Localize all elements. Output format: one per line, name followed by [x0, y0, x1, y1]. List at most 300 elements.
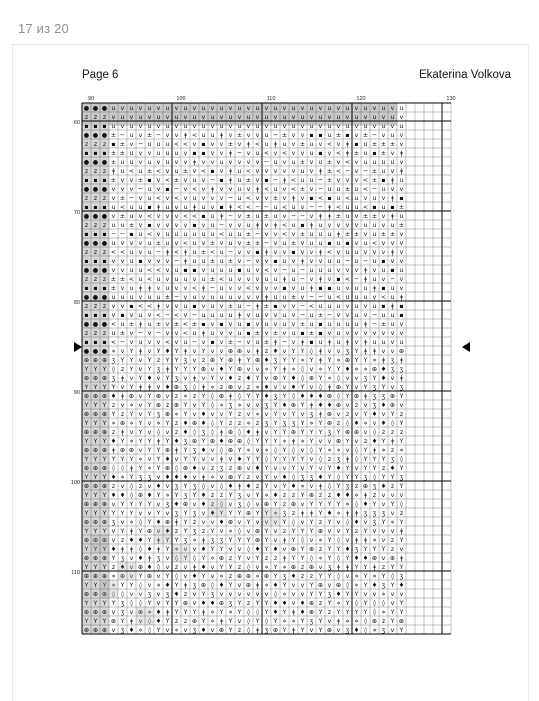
stitch-symbol: ⋄ — [255, 411, 260, 419]
stitch-symbol: v — [255, 267, 260, 275]
stitch-symbol: ǂ — [193, 159, 196, 167]
stitch-symbol: v — [192, 105, 197, 113]
stitch-symbol: < — [155, 267, 162, 275]
stitch-symbol: v — [210, 204, 215, 212]
stitch-symbol: Y — [363, 564, 368, 572]
stitch-symbol: ǂ — [346, 510, 349, 518]
stitch-symbol: ⋄ — [210, 555, 215, 563]
stitch-symbol: ± — [371, 213, 378, 221]
stitch-symbol: Y — [120, 438, 125, 446]
stitch-symbol: u — [129, 258, 134, 266]
stitch-symbol: ⋄ — [318, 366, 323, 374]
stitch-symbol: v — [237, 141, 242, 149]
stitch-symbol: ± — [110, 285, 117, 293]
stitch-symbol: Y — [102, 510, 107, 518]
stitch-symbol: z — [138, 483, 143, 491]
stitch-symbol: ─ — [255, 231, 260, 239]
stitch-symbol: ⊕ — [137, 609, 144, 617]
stitch-symbol: v — [354, 240, 359, 248]
stitch-symbol: v — [300, 132, 305, 140]
stitch-symbol: ● — [83, 132, 90, 140]
stitch-symbol: ⋄ — [237, 402, 242, 410]
stitch-symbol: ʒ — [183, 438, 188, 446]
stitch-symbol: v — [219, 141, 224, 149]
stitch-symbol: ǂ — [139, 384, 142, 392]
stitch-symbol: Y — [201, 591, 206, 599]
stitch-symbol: z — [381, 429, 386, 437]
stitch-symbol: u — [138, 114, 143, 122]
stitch-symbol: v — [219, 240, 224, 248]
stitch-symbol: u — [174, 150, 179, 158]
stitch-symbol: v — [291, 339, 296, 347]
stitch-symbol: ◊ — [399, 456, 404, 464]
stitch-symbol: Y — [282, 519, 287, 527]
stitch-symbol: Y — [156, 510, 161, 518]
stitch-symbol: v — [264, 330, 269, 338]
stitch-symbol: Y — [129, 582, 134, 590]
stitch-symbol: ʒ — [174, 483, 179, 491]
stitch-symbol: v — [237, 240, 242, 248]
stitch-symbol: v — [264, 123, 269, 131]
stitch-symbol: ▪ — [372, 150, 377, 158]
stitch-symbol: ◊ — [318, 384, 323, 392]
stitch-symbol: ◊ — [192, 555, 197, 563]
stitch-symbol: ⋄ — [381, 447, 386, 455]
stitch-symbol: v — [354, 330, 359, 338]
stitch-symbol: ʒ — [291, 420, 296, 428]
stitch-symbol: v — [390, 384, 395, 392]
stitch-symbol: v — [300, 150, 305, 158]
stitch-symbol: v — [399, 114, 404, 122]
stitch-symbol: Y — [120, 357, 125, 365]
stitch-symbol: Y — [345, 609, 350, 617]
stitch-symbol: ◊ — [147, 627, 152, 635]
stitch-symbol: u — [381, 123, 386, 131]
stitch-symbol: Y — [93, 600, 98, 608]
stitch-symbol: ▪ — [201, 141, 206, 149]
stitch-symbol: ♦ — [209, 510, 216, 518]
stitch-symbol: ♦ — [191, 573, 198, 581]
stitch-symbol: ʒ — [138, 474, 143, 482]
stitch-symbol: u — [201, 276, 206, 284]
stitch-symbol: Y — [156, 348, 161, 356]
stitch-symbol: ʒ — [192, 627, 197, 635]
stitch-symbol: z — [84, 195, 89, 203]
stitch-symbol: Y — [102, 366, 107, 374]
stitch-symbol: v — [201, 456, 206, 464]
stitch-symbol: v — [381, 528, 386, 536]
stitch-symbol: < — [164, 177, 171, 185]
stitch-symbol: u — [255, 339, 260, 347]
stitch-symbol: Y — [228, 582, 233, 590]
stitch-symbol: ◊ — [255, 609, 260, 617]
stitch-symbol: v — [345, 573, 350, 581]
stitch-symbol: ʒ — [345, 627, 350, 635]
stitch-symbol: ⋄ — [219, 573, 224, 581]
stitch-symbol: u — [300, 168, 305, 176]
stitch-symbol: u — [327, 123, 332, 131]
stitch-symbol: ⊕ — [335, 384, 342, 392]
stitch-symbol: v — [246, 465, 251, 473]
stitch-symbol: v — [210, 564, 215, 572]
stitch-symbol: z — [192, 519, 197, 527]
stitch-symbol: v — [336, 348, 341, 356]
stitch-symbol: u — [273, 159, 278, 167]
stitch-symbol: ǂ — [346, 141, 349, 149]
stitch-symbol: u — [228, 231, 233, 239]
stitch-symbol: z — [264, 348, 269, 356]
stitch-symbol: u — [111, 294, 116, 302]
stitch-symbol: Y — [228, 411, 233, 419]
stitch-symbol: < — [317, 195, 324, 203]
stitch-symbol: u — [228, 267, 233, 275]
stitch-symbol: u — [318, 159, 323, 167]
stitch-symbol: z — [102, 141, 107, 149]
stitch-symbol: u — [273, 213, 278, 221]
stitch-symbol: < — [182, 213, 189, 221]
stitch-symbol: Y — [93, 492, 98, 500]
stitch-symbol: Y — [183, 555, 188, 563]
stitch-symbol: ─ — [300, 312, 305, 320]
stitch-symbol: u — [309, 267, 314, 275]
stitch-symbol: Y — [399, 420, 404, 428]
stitch-symbol: ǂ — [238, 483, 241, 491]
stitch-symbol: u — [399, 267, 404, 275]
stitch-symbol: u — [291, 222, 296, 230]
stitch-symbol: u — [282, 240, 287, 248]
stitch-symbol: < — [182, 321, 189, 329]
stitch-symbol: ⊕ — [389, 393, 396, 401]
stitch-symbol: ⊕ — [146, 528, 153, 536]
stitch-symbol: ⊕ — [92, 465, 99, 473]
stitch-symbol: ─ — [309, 204, 314, 212]
stitch-symbol: ǂ — [193, 564, 196, 572]
stitch-symbol: Y — [174, 609, 179, 617]
stitch-symbol: z — [93, 303, 98, 311]
stitch-symbol: ± — [137, 177, 144, 185]
stitch-symbol: u — [300, 285, 305, 293]
stitch-symbol: u — [282, 321, 287, 329]
stitch-symbol: Y — [201, 438, 206, 446]
stitch-symbol: ⊕ — [227, 348, 234, 356]
stitch-symbol: Y — [273, 420, 278, 428]
stitch-symbol: ǂ — [400, 528, 403, 536]
stitch-symbol: ǂ — [220, 456, 223, 464]
stitch-symbol: ǂ — [256, 627, 259, 635]
stitch-symbol: v — [399, 159, 404, 167]
stitch-symbol: z — [255, 420, 260, 428]
stitch-symbol: u — [336, 240, 341, 248]
stitch-symbol: v — [129, 330, 134, 338]
stitch-symbol: ʒ — [327, 429, 332, 437]
stitch-symbol: ▪ — [192, 222, 197, 230]
stitch-symbol: ǂ — [202, 609, 205, 617]
stitch-symbol: ▪ — [309, 132, 314, 140]
stitch-symbol: Y — [147, 600, 152, 608]
stitch-symbol: Y — [237, 474, 242, 482]
stitch-symbol: ▪ — [192, 303, 197, 311]
stitch-symbol: ǂ — [391, 177, 394, 185]
stitch-symbol: ⋄ — [282, 618, 287, 626]
stitch-symbol: u — [192, 195, 197, 203]
stitch-symbol: Y — [291, 411, 296, 419]
stitch-symbol: v — [282, 384, 287, 392]
stitch-symbol: ▪ — [93, 339, 98, 347]
stitch-symbol: v — [210, 123, 215, 131]
stitch-symbol: ⋄ — [291, 618, 296, 626]
stitch-symbol: ⋄ — [228, 609, 233, 617]
stitch-symbol: Y — [327, 546, 332, 554]
stitch-symbol: ǂ — [193, 204, 196, 212]
stitch-symbol: ▪ — [102, 150, 107, 158]
stitch-symbol: v — [156, 339, 161, 347]
stitch-symbol: v — [219, 348, 224, 356]
stitch-symbol: ʒ — [120, 600, 125, 608]
stitch-symbol: ǂ — [364, 321, 367, 329]
stitch-symbol: v — [345, 303, 350, 311]
stitch-symbol: u — [399, 177, 404, 185]
stitch-symbol: z — [93, 168, 98, 176]
stitch-symbol: v — [156, 213, 161, 221]
stitch-symbol: v — [264, 375, 269, 383]
stitch-symbol: z — [390, 537, 395, 545]
stitch-symbol: v — [255, 564, 260, 572]
stitch-symbol: Y — [318, 429, 323, 437]
stitch-symbol: Y — [84, 546, 89, 554]
stitch-symbol: ◊ — [237, 429, 242, 437]
stitch-symbol: u — [210, 294, 215, 302]
stitch-symbol: ⊕ — [83, 411, 90, 419]
stitch-symbol: Y — [102, 384, 107, 392]
stitch-symbol: ▪ — [93, 312, 98, 320]
stitch-symbol: Y — [336, 366, 341, 374]
stitch-symbol: ─ — [282, 267, 287, 275]
stitch-symbol: v — [372, 267, 377, 275]
stitch-symbol: v — [156, 600, 161, 608]
stitch-symbol: ⋄ — [282, 564, 287, 572]
stitch-symbol: u — [246, 267, 251, 275]
stitch-symbol: u — [390, 321, 395, 329]
stitch-symbol: u — [138, 231, 143, 239]
stitch-symbol: v — [354, 177, 359, 185]
stitch-symbol: z — [354, 402, 359, 410]
stitch-symbol: ◊ — [309, 447, 314, 455]
stitch-symbol: ⊕ — [83, 357, 90, 365]
stitch-symbol: ⊕ — [92, 519, 99, 527]
stitch-symbol: ǂ — [391, 303, 394, 311]
stitch-symbol: v — [336, 627, 341, 635]
stitch-symbol: ǂ — [391, 195, 394, 203]
stitch-symbol: ◊ — [363, 627, 368, 635]
stitch-symbol: ʒ — [372, 510, 377, 518]
stitch-symbol: ─ — [192, 339, 197, 347]
stitch-symbol: Y — [372, 465, 377, 473]
stitch-symbol: u — [237, 186, 242, 194]
stitch-symbol: u — [201, 312, 206, 320]
stitch-symbol: ♦ — [371, 582, 378, 590]
stitch-symbol: Y — [381, 438, 386, 446]
stitch-symbol: < — [326, 249, 333, 257]
stitch-symbol: < — [281, 204, 288, 212]
stitch-symbol: ǂ — [346, 564, 349, 572]
stitch-symbol: v — [138, 294, 143, 302]
stitch-symbol: Y — [129, 411, 134, 419]
stitch-symbol: ǂ — [373, 564, 376, 572]
stitch-symbol: Y — [264, 537, 269, 545]
stitch-symbol: Y — [399, 627, 404, 635]
stitch-symbol: ♦ — [200, 546, 207, 554]
stitch-symbol: < — [218, 231, 225, 239]
stitch-symbol: ʒ — [192, 582, 197, 590]
stitch-symbol: ▪ — [102, 312, 107, 320]
stitch-symbol: ♦ — [344, 366, 351, 374]
stitch-symbol: ⊕ — [209, 357, 216, 365]
stitch-symbol: v — [201, 303, 206, 311]
stitch-symbol: z — [102, 222, 107, 230]
stitch-symbol: u — [336, 303, 341, 311]
stitch-symbol: u — [147, 186, 152, 194]
stitch-symbol: Y — [390, 501, 395, 509]
stitch-symbol: ± — [380, 150, 387, 158]
stitch-symbol: ǂ — [157, 204, 160, 212]
stitch-symbol: ǂ — [292, 609, 295, 617]
stitch-symbol: ▪ — [129, 231, 134, 239]
stitch-symbol: ◊ — [390, 573, 395, 581]
stitch-symbol: ♦ — [155, 609, 162, 617]
stitch-symbol: ⊕ — [236, 366, 243, 374]
stitch-symbol: Y — [264, 600, 269, 608]
stitch-symbol: ● — [92, 105, 99, 113]
stitch-symbol: ◊ — [237, 393, 242, 401]
stitch-symbol: ⊕ — [218, 627, 225, 635]
stitch-symbol: z — [174, 528, 179, 536]
stitch-symbol: ⊕ — [371, 618, 378, 626]
stitch-symbol: Y — [390, 582, 395, 590]
stitch-symbol: v — [291, 150, 296, 158]
stitch-symbol: ♦ — [371, 438, 378, 446]
stitch-symbol: ◊ — [138, 600, 143, 608]
stitch-symbol: Y — [102, 600, 107, 608]
stitch-symbol: v — [165, 483, 170, 491]
stitch-symbol: u — [336, 339, 341, 347]
stitch-symbol: ◊ — [219, 447, 224, 455]
stitch-symbol: ⋄ — [327, 447, 332, 455]
stitch-symbol: ʒ — [183, 492, 188, 500]
stitch-symbol: ─ — [129, 195, 134, 203]
stitch-symbol: v — [120, 177, 125, 185]
stitch-symbol: ▪ — [201, 213, 206, 221]
stitch-symbol: v — [300, 249, 305, 257]
stitch-symbol: < — [119, 249, 126, 257]
stitch-symbol: ⋄ — [129, 438, 134, 446]
stitch-symbol: Y — [309, 465, 314, 473]
stitch-symbol: v — [156, 258, 161, 266]
stitch-symbol: Y — [147, 537, 152, 545]
stitch-symbol: v — [138, 150, 143, 158]
stitch-symbol: ʒ — [228, 402, 233, 410]
stitch-symbol: ⋄ — [210, 474, 215, 482]
stitch-symbol: ⋄ — [111, 420, 116, 428]
stitch-symbol: ⋄ — [255, 384, 260, 392]
stitch-symbol: Y — [93, 474, 98, 482]
stitch-symbol: v — [210, 195, 215, 203]
stitch-symbol: ǂ — [184, 249, 187, 257]
stitch-symbol: v — [255, 591, 260, 599]
stitch-symbol: Y — [84, 582, 89, 590]
stitch-symbol: < — [263, 150, 270, 158]
stitch-symbol: u — [390, 132, 395, 140]
stitch-symbol: ─ — [309, 294, 314, 302]
stitch-symbol: v — [336, 123, 341, 131]
stitch-symbol: v — [219, 411, 224, 419]
stitch-symbol: Y — [345, 474, 350, 482]
stitch-symbol: ♦ — [119, 492, 126, 500]
stitch-symbol: v — [138, 105, 143, 113]
stitch-symbol: ǂ — [346, 456, 349, 464]
stitch-symbol: Y — [183, 366, 188, 374]
stitch-symbol: v — [354, 339, 359, 347]
stitch-symbol: ▪ — [390, 267, 395, 275]
stitch-symbol: ± — [254, 240, 261, 248]
stitch-symbol: Y — [318, 609, 323, 617]
stitch-symbol: ● — [92, 240, 99, 248]
stitch-symbol: < — [218, 276, 225, 284]
stitch-symbol: Y — [309, 582, 314, 590]
stitch-symbol: ⋄ — [129, 519, 134, 527]
stitch-symbol: ⊕ — [245, 573, 252, 581]
stitch-symbol: Y — [165, 546, 170, 554]
stitch-symbol: u — [273, 123, 278, 131]
stitch-symbol: ʒ — [273, 357, 278, 365]
stitch-symbol: u — [363, 240, 368, 248]
stitch-symbol: ◊ — [210, 402, 215, 410]
stitch-symbol: v — [372, 591, 377, 599]
stitch-symbol: z — [354, 483, 359, 491]
stitch-symbol: ⊕ — [236, 465, 243, 473]
stitch-symbol: v — [372, 105, 377, 113]
stitch-symbol: v — [147, 420, 152, 428]
stitch-symbol: u — [318, 240, 323, 248]
stitch-symbol: v — [399, 402, 404, 410]
stitch-symbol: v — [183, 627, 188, 635]
stitch-symbol: v — [129, 429, 134, 437]
stitch-symbol: Y — [84, 384, 89, 392]
stitch-symbol: u — [237, 177, 242, 185]
stitch-symbol: ─ — [174, 294, 179, 302]
stitch-symbol: u — [354, 204, 359, 212]
stitch-symbol: ǂ — [337, 564, 340, 572]
stitch-symbol: < — [236, 204, 243, 212]
stitch-symbol: ⊕ — [245, 510, 252, 518]
stitch-symbol: ♦ — [218, 582, 225, 590]
stitch-symbol: ▪ — [381, 285, 386, 293]
stitch-symbol: v — [183, 114, 188, 122]
stitch-symbol: ǂ — [175, 447, 178, 455]
stitch-symbol: v — [291, 231, 296, 239]
stitch-symbol: v — [255, 132, 260, 140]
stitch-symbol: Y — [300, 348, 305, 356]
stitch-symbol: z — [210, 492, 215, 500]
stitch-symbol: Y — [93, 456, 98, 464]
stitch-symbol: ● — [101, 240, 108, 248]
stitch-symbol: v — [282, 159, 287, 167]
stitch-symbol: Y — [192, 456, 197, 464]
stitch-symbol: v — [273, 483, 278, 491]
stitch-symbol: v — [318, 105, 323, 113]
stitch-symbol: Y — [228, 492, 233, 500]
stitch-symbol: v — [336, 411, 341, 419]
stitch-symbol: v — [138, 240, 143, 248]
